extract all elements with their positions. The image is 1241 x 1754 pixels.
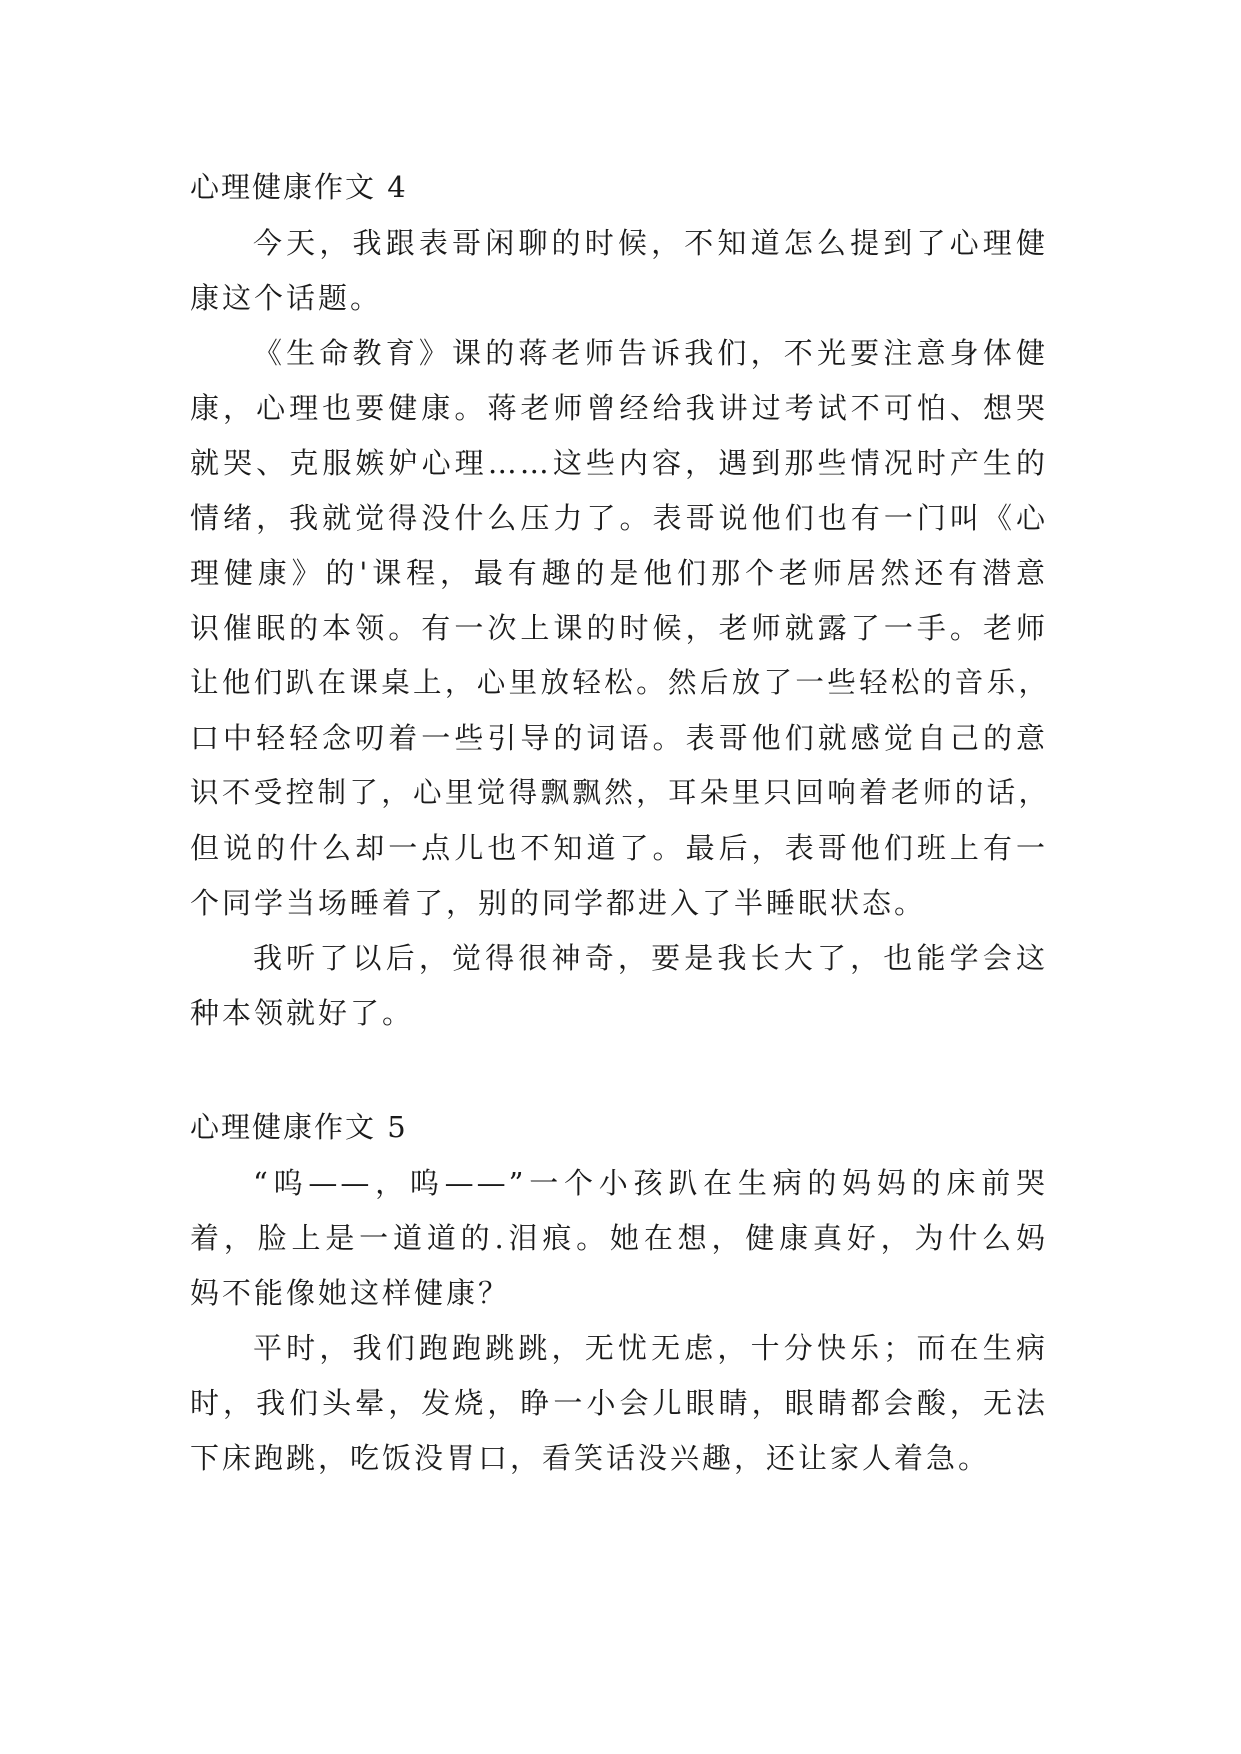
essay-4-line: 但说的什么却一点儿也不知道了。最后，表哥他们班上有一 <box>190 831 1048 865</box>
essay-4-line: 识催眠的本领。有一次上课的时候，老师就露了一手。老师 <box>190 611 1048 645</box>
essay-4-line: 康，心理也要健康。蒋老师曾经给我讲过考试不可怕、想哭 <box>190 391 1048 425</box>
essay-4-line: 个同学当场睡着了，别的同学都进入了半睡眠状态。 <box>190 886 927 920</box>
essay-4-line: 就哭、克服嫉妒心理……这些内容，遇到那些情况时产生的 <box>190 446 1048 480</box>
essay-4-line: 情绪，我就觉得没什么压力了。表哥说他们也有一门叫《心 <box>190 501 1048 535</box>
essay-4-line: 我听了以后，觉得很神奇，要是我长大了，也能学会这 <box>253 941 1048 975</box>
essay-5-line: 下床跑跳，吃饭没胃口，看笑话没兴趣，还让家人着急。 <box>190 1441 991 1475</box>
essay-4-line: 《生命教育》课的蒋老师告诉我们，不光要注意身体健 <box>253 336 1048 370</box>
essay-4-line: 让他们趴在课桌上，心里放轻松。然后放了一些轻松的音乐， <box>190 666 1048 699</box>
essay-5-line: 着，脸上是一道道的.泪痕。她在想，健康真好，为什么妈 <box>190 1221 1048 1255</box>
essay-5-line: “呜——，呜——”一个小孩趴在生病的妈妈的床前哭 <box>253 1166 1048 1200</box>
essay-4-line: 今天，我跟表哥闲聊的时候，不知道怎么提到了心理健 <box>253 226 1048 260</box>
essay-4-line: 识不受控制了，心里觉得飘飘然，耳朵里只回响着老师的话， <box>190 776 1048 809</box>
essay-5-line: 时，我们头晕，发烧，睁一小会儿眼睛，眼睛都会酸，无法 <box>190 1386 1048 1420</box>
essay-4-line: 种本领就好了。 <box>190 996 415 1030</box>
essay-4-line: 康这个话题。 <box>190 281 383 315</box>
essay-4-heading: 心理健康作文 4 <box>190 170 408 204</box>
essay-5-line: 平时，我们跑跑跳跳，无忧无虑，十分快乐；而在生病 <box>253 1331 1048 1365</box>
essay-5-line: 妈不能像她这样健康？ <box>190 1276 511 1310</box>
essay-5-heading: 心理健康作文 5 <box>190 1110 408 1144</box>
essay-4-line: 理健康》的'课程，最有趣的是他们那个老师居然还有潜意 <box>190 556 1048 590</box>
essay-4-line: 口中轻轻念叨着一些引导的词语。表哥他们就感觉自己的意 <box>190 721 1048 755</box>
